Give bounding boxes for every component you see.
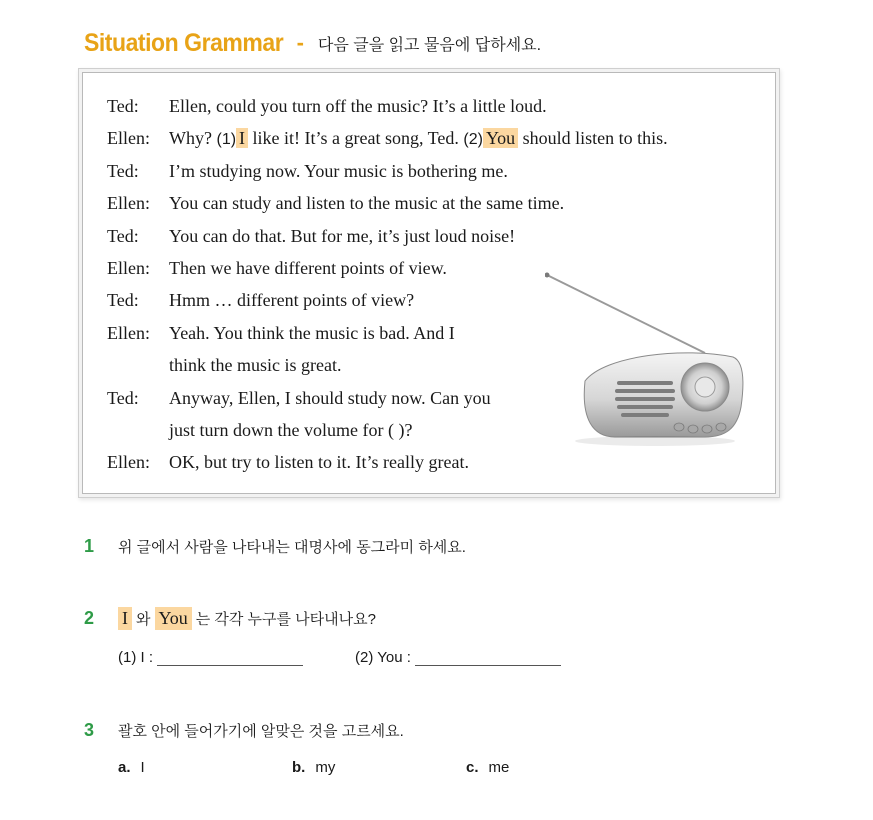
blank-number-2: (2)	[463, 131, 483, 149]
option-c[interactable]	[466, 759, 509, 776]
answer-blank-1[interactable]	[157, 651, 303, 666]
option-letter: c.	[466, 759, 479, 776]
question-number: 3	[84, 720, 95, 740]
option-value: my	[315, 759, 336, 776]
dialog-box	[82, 72, 776, 494]
speaker: Ted:	[107, 387, 139, 408]
option-value: I	[140, 759, 145, 776]
blank-number-1: (1)	[216, 131, 237, 149]
option-letter: b.	[292, 759, 306, 776]
dialog-text: Ellen, could you turn off the music? It’s a little loud.	[169, 96, 547, 116]
question-1	[84, 536, 466, 557]
answer-label: (2) You :	[355, 649, 411, 666]
option-value: me	[488, 759, 510, 776]
radio-image	[545, 269, 745, 449]
question-3	[84, 720, 404, 741]
dialog-text: OK, but try to listen to it. It’s really great.	[169, 452, 469, 473]
answer-1	[118, 649, 303, 666]
highlight-pronoun-i[interactable]: I	[236, 128, 248, 148]
speaker: Ellen:	[107, 128, 150, 149]
section-title: Situation Grammar	[84, 28, 284, 57]
title-dash: -	[296, 30, 304, 55]
question-text: 위 글에서 사람을 나타내는 대명사에 동그라미 하세요.	[118, 539, 466, 556]
speaker: Ted:	[107, 225, 139, 246]
speaker: Ellen:	[107, 257, 150, 278]
dialog-text: Hmm … different points of view?	[169, 290, 415, 311]
highlight-pronoun-you[interactable]: You	[483, 128, 518, 148]
highlight-you: You	[155, 607, 192, 630]
speaker: Ted:	[107, 96, 139, 116]
speaker: Ted:	[107, 290, 139, 311]
question-text: 는 각각 누구를 나타내나요?	[195, 611, 376, 628]
connector-text: 와	[136, 611, 151, 628]
dialog-text-mid: like it! It’s a great song, Ted.	[252, 128, 459, 149]
highlight-i: I	[118, 607, 132, 630]
question-number: 1	[84, 536, 95, 556]
dialog-text: You can do that. But for me, it’s just loud noise!	[169, 225, 516, 246]
dialog-text: Then we have different points of view.	[169, 257, 447, 278]
dialog-text: think the music is great.	[169, 355, 342, 376]
dialog-text: just turn down the volume for ( )?	[169, 419, 413, 440]
dialog-text: You can study and listen to the music at the same time.	[169, 193, 565, 214]
dialog-text: Yeah. You think the music is bad. And I	[169, 322, 455, 343]
speaker: Ellen:	[107, 193, 150, 214]
dialog-text: Anyway, Ellen, I should study now. Can you	[169, 387, 491, 408]
speaker: Ellen:	[107, 322, 150, 343]
option-letter: a.	[118, 759, 131, 776]
speaker: Ted:	[107, 160, 139, 181]
dialog-text-post: should listen to this.	[522, 128, 668, 149]
question-2	[84, 607, 376, 630]
option-b[interactable]	[292, 759, 335, 776]
speaker: Ellen:	[107, 452, 150, 473]
dialog-text-pre: Why?	[169, 128, 212, 149]
question-number: 2	[84, 608, 95, 628]
answer-2	[355, 649, 561, 666]
dialog-text: I’m studying now. Your music is bothering me.	[169, 160, 508, 181]
answer-blank-2[interactable]	[415, 651, 561, 666]
dialog-text	[169, 125, 668, 153]
question-text: 괄호 안에 들어가기에 알맞은 것을 고르세요.	[118, 723, 404, 740]
option-a[interactable]	[118, 759, 145, 776]
answer-label: (1) I :	[118, 649, 154, 666]
section-header	[84, 26, 541, 60]
instruction-text: 다음 글을 읽고 물음에 답하세요.	[317, 36, 542, 54]
